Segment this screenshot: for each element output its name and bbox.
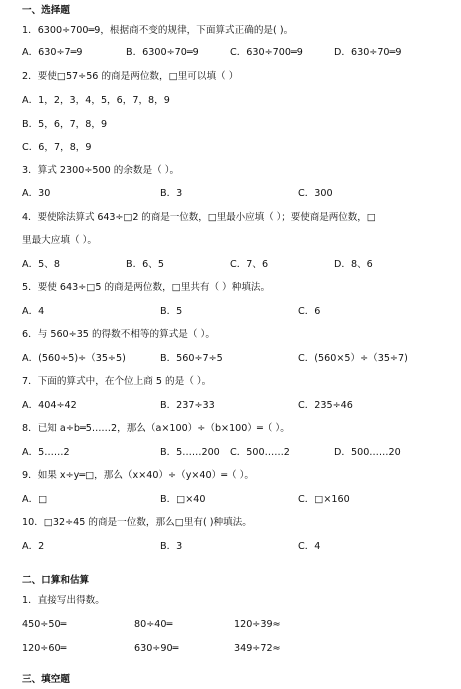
option-c: C．7、6 bbox=[230, 259, 269, 270]
option-a: A．404÷42 bbox=[22, 400, 77, 411]
question-8-options bbox=[0, 448, 461, 462]
option-c: C．235÷46 bbox=[298, 400, 353, 411]
question-7-options bbox=[0, 401, 461, 415]
question-text: 4．要使除法算式 643÷□2 的商是一位数，□里最小应填（ ）；要使商是两位数，□ bbox=[22, 212, 376, 223]
option-b: B．3 bbox=[160, 541, 183, 552]
question-2-option-b bbox=[0, 120, 461, 134]
option-c: C．(560×5）÷（35÷7) bbox=[298, 353, 408, 364]
option-a: A．5、8 bbox=[22, 259, 60, 270]
calc-item: 120÷60═ bbox=[22, 643, 67, 654]
question-text: 2．要使□57÷56 的商是两位数，□里可以填（ ） bbox=[22, 71, 239, 82]
question-5 bbox=[0, 283, 461, 297]
section-3-heading bbox=[0, 675, 461, 689]
option-b: B．□×40 bbox=[160, 494, 206, 505]
section-title: 二、口算和估算 bbox=[22, 575, 90, 586]
instruction-text: 1．直接写出得数。 bbox=[22, 595, 105, 606]
option-d: D．500……20 bbox=[334, 447, 401, 458]
option-b: B．6、5 bbox=[126, 259, 164, 270]
calc-item: 450÷50═ bbox=[22, 619, 67, 630]
question-3-options bbox=[0, 189, 461, 203]
option-d: D．630÷70═9 bbox=[334, 47, 402, 58]
question-2-option-a bbox=[0, 96, 461, 110]
question-text: 7．下面的算式中，在个位上商 5 的是（ ）。 bbox=[22, 376, 212, 387]
question-1-options bbox=[0, 48, 461, 62]
option-a: A．1，2，3，4，5，6，7，8，9 bbox=[22, 95, 170, 106]
question-9-options bbox=[0, 495, 461, 509]
question-text: 1．6300÷700═9，根据商不变的规律，下面算式正确的是( )。 bbox=[22, 25, 294, 36]
option-b: B．5 bbox=[160, 306, 183, 317]
question-text: 6．与 560÷35 的得数不相等的算式是（ ）。 bbox=[22, 329, 215, 340]
calc-item: 120÷39≈ bbox=[234, 619, 281, 630]
question-5-options bbox=[0, 307, 461, 321]
question-text: 8．已知 a÷b═5……2，那么（a×100）÷（b×100）═（ ）。 bbox=[22, 423, 290, 434]
question-4 bbox=[0, 213, 461, 227]
option-c: C．500……2 bbox=[230, 447, 290, 458]
option-c: C．300 bbox=[298, 188, 333, 199]
question-text: 5．要使 643÷□5 的商是两位数，□里共有（ ）种填法。 bbox=[22, 282, 271, 293]
question-4-continued bbox=[0, 236, 461, 250]
option-c: C．4 bbox=[298, 541, 321, 552]
calc-row-1 bbox=[0, 620, 461, 634]
question-6 bbox=[0, 330, 461, 344]
question-7 bbox=[0, 377, 461, 391]
option-a: A．2 bbox=[22, 541, 45, 552]
question-10 bbox=[0, 518, 461, 532]
question-3 bbox=[0, 166, 461, 180]
question-4-options bbox=[0, 260, 461, 274]
option-c: C．6，7，8，9 bbox=[22, 142, 92, 153]
section-title: 三、填空题 bbox=[22, 674, 70, 685]
question-text-continued: 里最大应填（ ）。 bbox=[22, 235, 97, 246]
option-c: C．6 bbox=[298, 306, 321, 317]
section-1-heading bbox=[0, 6, 461, 20]
option-b: B．5……200 bbox=[160, 447, 220, 458]
option-a: A．5……2 bbox=[22, 447, 70, 458]
option-b: B．237÷33 bbox=[160, 400, 215, 411]
question-6-options bbox=[0, 354, 461, 368]
option-a: A．30 bbox=[22, 188, 51, 199]
question-text: 10．□32÷45 的商是一位数，那么□里有( )种填法。 bbox=[22, 517, 252, 528]
option-a: A．□ bbox=[22, 494, 48, 505]
calc-item: 80÷40═ bbox=[134, 619, 173, 630]
option-d: D．8、6 bbox=[334, 259, 373, 270]
option-a: A．(560÷5)÷（35÷5) bbox=[22, 353, 126, 364]
option-b: B．3 bbox=[160, 188, 183, 199]
section-2-instruction bbox=[0, 596, 461, 610]
calc-item: 630÷90═ bbox=[134, 643, 179, 654]
option-c: C．□×160 bbox=[298, 494, 350, 505]
section-title: 一、选择题 bbox=[22, 5, 70, 16]
option-b: B．6300÷70═9 bbox=[126, 47, 199, 58]
option-b: B．560÷7÷5 bbox=[160, 353, 223, 364]
option-a: A．4 bbox=[22, 306, 45, 317]
question-2 bbox=[0, 72, 461, 86]
question-8 bbox=[0, 424, 461, 438]
question-text: 9．如果 x÷y═□，那么（x×40）÷（y×40）═（ ）。 bbox=[22, 470, 255, 481]
question-10-options bbox=[0, 542, 461, 556]
option-b: B．5，6，7，8，9 bbox=[22, 119, 108, 130]
question-text: 3．算式 2300÷500 的余数是（ ）。 bbox=[22, 165, 180, 176]
section-2-heading bbox=[0, 576, 461, 590]
question-1 bbox=[0, 26, 461, 40]
question-9 bbox=[0, 471, 461, 485]
option-c: C．630÷700═9 bbox=[230, 47, 303, 58]
question-2-option-c bbox=[0, 143, 461, 157]
option-a: A．630÷7═9 bbox=[22, 47, 83, 58]
calc-row-2 bbox=[0, 644, 461, 658]
calc-item: 349÷72≈ bbox=[234, 643, 281, 654]
